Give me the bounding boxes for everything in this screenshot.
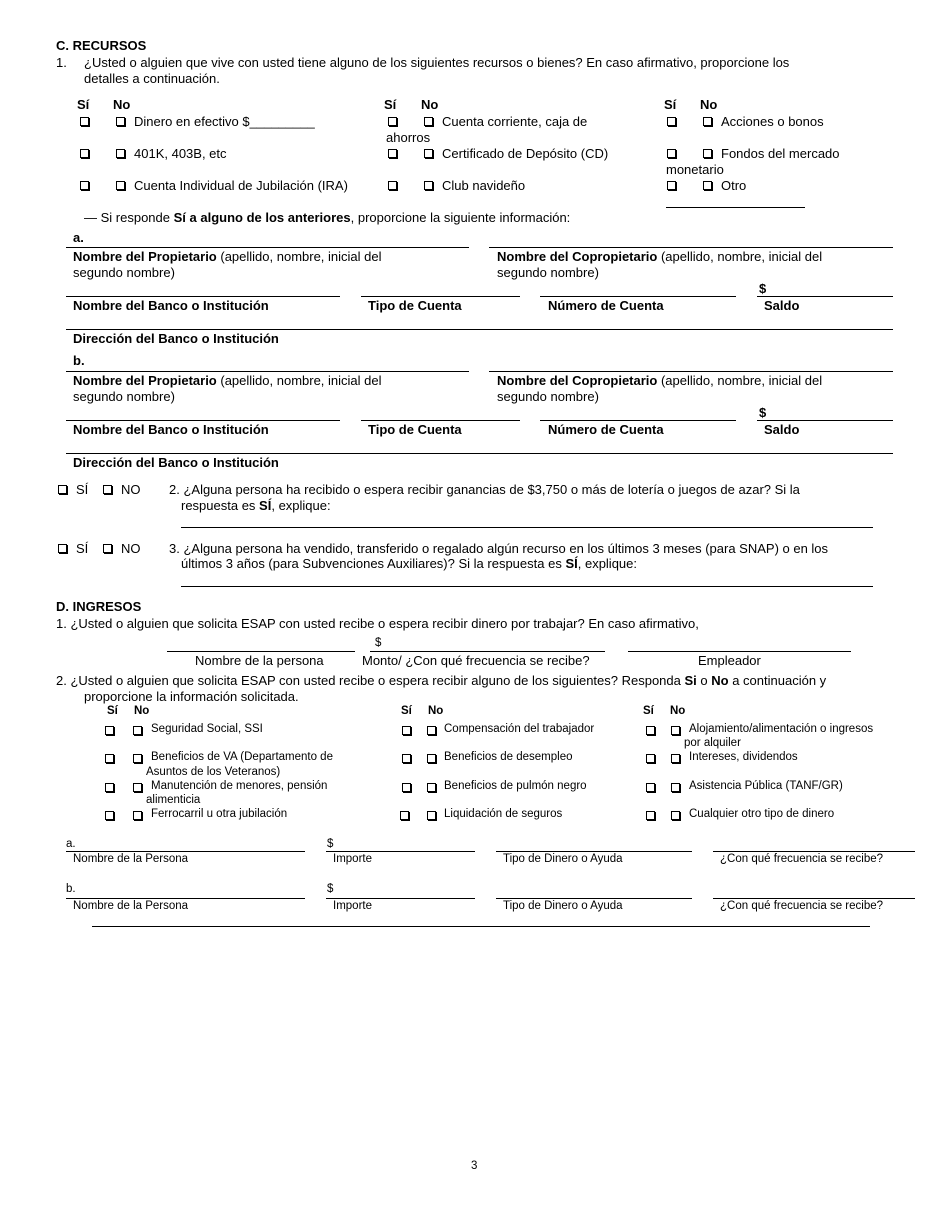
public-assist-si-checkbox[interactable] (646, 783, 655, 792)
d-amount-label: Monto/ ¿Con qué frecuencia se recibe? (362, 653, 590, 668)
d-q2-no: No (711, 673, 729, 688)
money-market-si-checkbox[interactable] (667, 149, 676, 158)
b-address-label: Dirección del Banco o Institución (73, 455, 279, 470)
railroad-no-checkbox[interactable] (133, 811, 142, 820)
checking-label: Cuenta corriente, caja de (442, 114, 588, 129)
stocks-label: Acciones o bonos (721, 114, 824, 129)
d-b-amount-label: Importe (333, 900, 372, 912)
a-balance-line[interactable] (757, 296, 893, 297)
money-market-no-checkbox[interactable] (703, 149, 712, 158)
q3-text-2-pre: últimos 3 años (para Subvenciones Auxiliares)? Si la respuesta es (181, 556, 566, 571)
lodging-si-checkbox[interactable] (646, 726, 655, 735)
lodging-label: Alojamiento/alimentación o ingresos (689, 723, 874, 735)
a-address-line[interactable] (66, 329, 893, 330)
cash-si-checkbox[interactable] (80, 117, 89, 126)
d-a-person-line[interactable] (66, 851, 305, 852)
other-money-label: Cualquier otro tipo de dinero (689, 808, 835, 820)
c-q1-text-2: detalles a continuación. (84, 71, 220, 86)
q3-yes-checkbox[interactable] (58, 544, 67, 553)
interest-si-checkbox[interactable] (646, 754, 655, 763)
d-a-frequency-label: ¿Con qué frecuencia se recibe? (720, 853, 884, 865)
ssi-si-checkbox[interactable] (105, 726, 114, 735)
b-owner-label-2: segundo nombre) (73, 389, 175, 404)
b-coowner-label-2: segundo nombre) (497, 389, 599, 404)
d-col3-no-header: No (670, 705, 686, 717)
public-assist-label: Asistencia Pública (TANF/GR) (689, 780, 843, 792)
c-col3-no-header: No (700, 97, 718, 112)
b-coowner-line[interactable] (489, 371, 893, 372)
ira-label: Cuenta Individual de Jubilación (IRA) (134, 178, 348, 193)
insurance-no-checkbox[interactable] (427, 811, 436, 820)
b-dollar-sign: $ (759, 405, 767, 420)
a-number-line[interactable] (540, 296, 736, 297)
d-b-amount-line[interactable] (326, 898, 475, 899)
cd-si-checkbox[interactable] (388, 149, 397, 158)
cd-label: Certificado de Depósito (CD) (442, 146, 609, 161)
other-money-si-checkbox[interactable] (646, 811, 655, 820)
d-q2-text-2: proporcione la información solicitada. (84, 689, 299, 704)
q2-explain-line[interactable] (181, 527, 873, 528)
va-no-checkbox[interactable] (133, 754, 142, 763)
q3-text-2-bold: SÍ (565, 556, 578, 571)
a-bank-label: Nombre del Banco o Institución (73, 298, 269, 313)
b-type-line[interactable] (361, 420, 520, 421)
support-label-2: alimenticia (146, 794, 201, 806)
q3-explain-line[interactable] (181, 586, 873, 587)
a-type-line[interactable] (361, 296, 520, 297)
d-col1-no-header: No (134, 705, 150, 717)
other-no-checkbox[interactable] (703, 181, 712, 190)
support-label: Manutención de menores, pensión (151, 780, 328, 792)
d-entry-a-label: a. (66, 838, 76, 850)
cd-no-checkbox[interactable] (424, 149, 433, 158)
support-si-checkbox[interactable] (105, 783, 114, 792)
a-bank-line[interactable] (66, 296, 340, 297)
c-col2-no-header: No (421, 97, 439, 112)
ssi-no-checkbox[interactable] (133, 726, 142, 735)
cash-label: Dinero en efectivo $_________ (134, 114, 315, 129)
railroad-si-checkbox[interactable] (105, 811, 114, 820)
q2-text-2-post: , explique: (271, 498, 331, 513)
d-entry-b-label: b. (66, 883, 76, 895)
d-col2-si-header: Sí (401, 705, 412, 717)
black-lung-no-checkbox[interactable] (427, 783, 436, 792)
d-q2-post: a continuación y (728, 673, 827, 688)
c-instruction-pre: — Si responde (84, 210, 174, 225)
q3-no-checkbox[interactable] (103, 544, 112, 553)
q2-no-checkbox[interactable] (103, 485, 112, 494)
b-address-line[interactable] (66, 453, 893, 454)
insurance-si-checkbox[interactable] (400, 811, 409, 820)
va-si-checkbox[interactable] (105, 754, 114, 763)
page-number: 3 (471, 1160, 478, 1172)
d-b-type-label: Tipo de Dinero o Ayuda (503, 900, 623, 912)
interest-label: Intereses, dividendos (689, 751, 798, 763)
q3-text: 3. ¿Alguna persona ha vendido, transferido o regalado algún recurso en los últimos 3 meses (para SNAP) o en los (169, 541, 829, 556)
b-coowner-rest: (apellido, nombre, inicial del (657, 373, 823, 388)
b-coowner-bold: Nombre del Copropietario (497, 373, 658, 388)
q2-yes-label: SÍ (76, 482, 89, 497)
unemployment-label: Beneficios de desempleo (444, 751, 573, 763)
d-amount-line[interactable] (370, 651, 605, 652)
cash-no-checkbox[interactable] (116, 117, 125, 126)
b-bank-line[interactable] (66, 420, 340, 421)
a-address-label: Dirección del Banco o Institución (73, 331, 279, 346)
other-si-checkbox[interactable] (667, 181, 676, 190)
q2-text-2-pre: respuesta es (181, 498, 260, 513)
b-coowner-label (497, 373, 822, 388)
insurance-label: Liquidación de seguros (444, 808, 563, 820)
q2-text-2 (181, 498, 331, 513)
b-owner-bold: Nombre del Propietario (73, 373, 217, 388)
checking-label-2: ahorros (386, 130, 431, 145)
a-owner-label (73, 249, 382, 264)
d-b-type-line[interactable] (496, 898, 692, 899)
d-q2-si: Si (684, 673, 697, 688)
d-a-amount-line[interactable] (326, 851, 475, 852)
lodging-no-checkbox[interactable] (671, 726, 680, 735)
q2-text: 2. ¿Alguna persona ha recibido o espera recibir ganancias de $3,750 o más de lotería o juegos de azar? Si la (169, 482, 800, 497)
d-entry-a-dollar: $ (327, 838, 334, 850)
k401-si-checkbox[interactable] (80, 149, 89, 158)
va-label-2: Asuntos de los Veteranos) (146, 766, 281, 778)
d-b-frequency-label: ¿Con qué frecuencia se recibe? (720, 900, 884, 912)
block-b-label: b. (73, 353, 85, 368)
a-coowner-rest: (apellido, nombre, inicial del (657, 249, 823, 264)
a-coowner-label-2: segundo nombre) (497, 265, 599, 280)
a-type-label: Tipo de Cuenta (368, 298, 462, 313)
stocks-no-checkbox[interactable] (703, 117, 712, 126)
b-bank-label: Nombre del Banco o Institución (73, 422, 269, 437)
a-coowner-label (497, 249, 822, 264)
q3-no-label: NO (121, 541, 141, 556)
d-b-person-line[interactable] (66, 898, 305, 899)
club-no-checkbox[interactable] (424, 181, 433, 190)
d-a-type-line[interactable] (496, 851, 692, 852)
a-dollar-sign: $ (759, 281, 767, 296)
d-a-frequency-line[interactable] (713, 851, 915, 852)
support-no-checkbox[interactable] (133, 783, 142, 792)
d-q1-text: 1. ¿Usted o alguien que solicita ESAP con usted recibe o espera recibir dinero por trabajar? En caso afirmativo, (56, 616, 699, 631)
a-coowner-line[interactable] (489, 247, 893, 248)
q2-yes-checkbox[interactable] (58, 485, 67, 494)
c-q1-number: 1. (56, 55, 67, 70)
c-instruction-post: , proporcione la siguiente información: (350, 210, 571, 225)
b-type-label: Tipo de Cuenta (368, 422, 462, 437)
d-q1-dollar: $ (375, 637, 382, 649)
money-market-label-2: monetario (666, 162, 724, 177)
d-b-person-label: Nombre de la Persona (73, 900, 189, 912)
b-number-line[interactable] (540, 420, 736, 421)
bottom-separator-line (92, 926, 870, 927)
d-col2-no-header: No (428, 705, 444, 717)
d-person-line[interactable] (167, 651, 355, 652)
c-col2-si-header: Sí (384, 97, 397, 112)
k401-label: 401K, 403B, etc (134, 146, 227, 161)
ira-si-checkbox[interactable] (80, 181, 89, 190)
a-owner-bold: Nombre del Propietario (73, 249, 217, 264)
d-a-amount-label: Importe (333, 853, 372, 865)
d-col1-si-header: Sí (107, 705, 118, 717)
b-owner-rest: (apellido, nombre, inicial del (216, 373, 382, 388)
black-lung-si-checkbox[interactable] (402, 783, 411, 792)
b-owner-line[interactable] (66, 371, 469, 372)
d-b-frequency-line[interactable] (713, 898, 915, 899)
a-owner-line[interactable] (66, 247, 469, 248)
stocks-si-checkbox[interactable] (667, 117, 676, 126)
unemployment-no-checkbox[interactable] (427, 754, 436, 763)
other-label: Otro (721, 178, 747, 193)
checking-si-checkbox[interactable] (388, 117, 397, 126)
interest-no-checkbox[interactable] (671, 754, 680, 763)
k401-no-checkbox[interactable] (116, 149, 125, 158)
club-si-checkbox[interactable] (388, 181, 397, 190)
c-col1-no-header: No (113, 97, 131, 112)
workers-comp-si-checkbox[interactable] (402, 726, 411, 735)
section-d-heading: D. INGRESOS (56, 599, 142, 614)
unemployment-si-checkbox[interactable] (402, 754, 411, 763)
checking-no-checkbox[interactable] (424, 117, 433, 126)
va-label: Beneficios de VA (Departamento de (151, 751, 333, 763)
club-label: Club navideño (442, 178, 526, 193)
workers-comp-label: Compensación del trabajador (444, 723, 595, 735)
other-money-no-checkbox[interactable] (671, 811, 680, 820)
ira-no-checkbox[interactable] (116, 181, 125, 190)
d-col3-si-header: Sí (643, 705, 654, 717)
other-specify-line[interactable] (666, 207, 805, 208)
d-person-label: Nombre de la persona (195, 653, 324, 668)
b-number-label: Número de Cuenta (548, 422, 664, 437)
d-a-type-label: Tipo de Dinero o Ayuda (503, 853, 623, 865)
money-market-label: Fondos del mercado (721, 146, 840, 161)
railroad-label: Ferrocarril u otra jubilación (151, 808, 288, 820)
c-col3-si-header: Sí (664, 97, 677, 112)
b-balance-label: Saldo (764, 422, 800, 437)
d-a-person-label: Nombre de la Persona (73, 853, 189, 865)
c-col1-si-header: Sí (77, 97, 90, 112)
workers-comp-no-checkbox[interactable] (427, 726, 436, 735)
black-lung-label: Beneficios de pulmón negro (444, 780, 587, 792)
q2-text-2-bold: SÍ (259, 498, 272, 513)
d-employer-line[interactable] (628, 651, 851, 652)
a-number-label: Número de Cuenta (548, 298, 664, 313)
lodging-label-2: por alquiler (684, 737, 741, 749)
b-balance-line[interactable] (757, 420, 893, 421)
q3-text-2 (181, 556, 637, 571)
d-q2-o: o (696, 673, 712, 688)
a-coowner-bold: Nombre del Copropietario (497, 249, 658, 264)
section-c-heading: C. RECURSOS (56, 38, 147, 53)
q3-text-2-post: , explique: (577, 556, 637, 571)
ssi-label: Seguridad Social, SSI (151, 723, 263, 735)
a-owner-label-2: segundo nombre) (73, 265, 175, 280)
c-instruction-bold: Sí a alguno de los anteriores (173, 210, 351, 225)
c-instruction (84, 210, 570, 225)
b-owner-label (73, 373, 382, 388)
q3-yes-label: SÍ (76, 541, 89, 556)
a-balance-label: Saldo (764, 298, 800, 313)
d-employer-label: Empleador (698, 653, 761, 668)
a-owner-rest: (apellido, nombre, inicial del (216, 249, 382, 264)
c-q1-text: ¿Usted o alguien que vive con usted tiene alguno de los siguientes recursos o bienes? En caso afirmativo, proporcione los (84, 55, 790, 70)
q2-no-label: NO (121, 482, 141, 497)
public-assist-no-checkbox[interactable] (671, 783, 680, 792)
d-q2-text (56, 673, 826, 688)
d-entry-b-dollar: $ (327, 883, 334, 895)
d-q2-pre: 2. ¿Usted o alguien que solicita ESAP con usted recibe o espera recibir alguno de los siguientes? Responda (56, 673, 685, 688)
block-a-label: a. (73, 230, 84, 245)
